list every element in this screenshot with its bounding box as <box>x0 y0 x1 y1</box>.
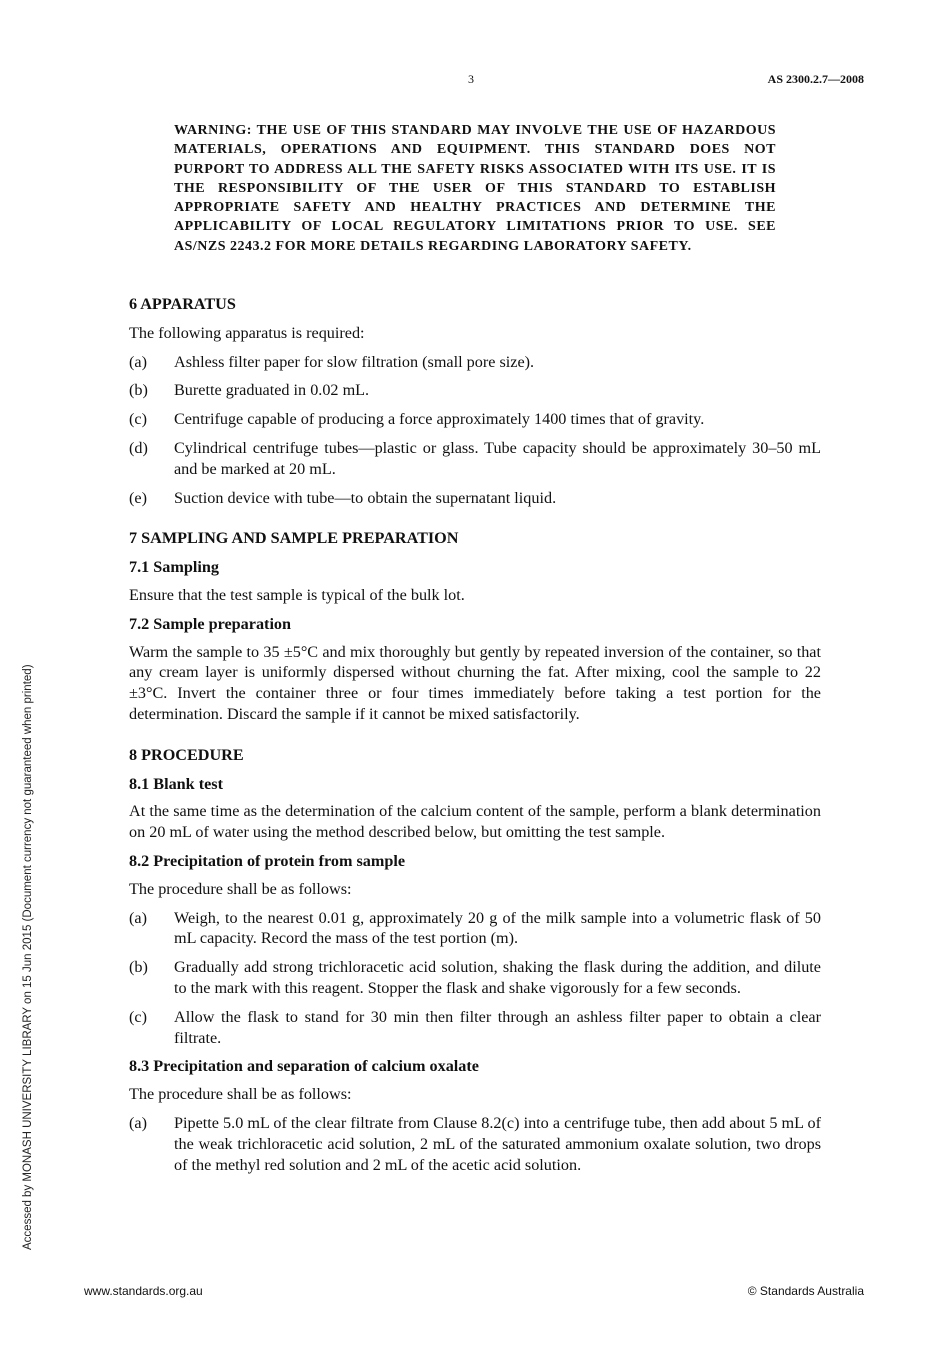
item-text: Suction device with tube—to obtain the supernatant liquid. <box>174 488 557 507</box>
document-id: AS 2300.2.7—2008 <box>767 72 864 86</box>
sampling-text: Ensure that the test sample is typical of the bulk lot. <box>129 585 465 604</box>
footer-website: www.standards.org.au <box>84 1284 203 1298</box>
section-7-1-heading: 7.1 Sampling <box>129 558 219 577</box>
list-item <box>129 957 821 999</box>
item-text: Centrifuge capable of producing a force approximately 1400 times that of gravity. <box>174 410 705 429</box>
access-watermark: Accessed by MONASH UNIVERSITY LIBRARY on 15 Jun 2015 (Document currency not guaranteed when printed) <box>22 664 34 1250</box>
item-label: (b) <box>129 381 148 400</box>
item-label: (a) <box>129 1113 147 1132</box>
list-item <box>129 488 821 509</box>
protein-precipitation-steps <box>129 908 821 1049</box>
oxalate-separation-intro: The procedure shall be as follows: <box>129 1085 352 1104</box>
item-text: Allow the flask to stand for 30 min then filter through an ashless filter paper to obtain a clear filtrate. <box>174 1007 821 1047</box>
list-item <box>129 1113 821 1175</box>
item-text: Cylindrical centrifuge tubes—plastic or glass. Tube capacity should be approximately 30–50 mL and be marked at 20 mL. <box>174 438 821 478</box>
section-8-2-heading: 8.2 Precipitation of protein from sample <box>129 851 406 870</box>
item-label: (b) <box>129 958 148 977</box>
safety-warning: WARNING: THE USE OF THIS STANDARD MAY INVOLVE THE USE OF HAZARDOUS MATERIALS, OPERATIONS AND EQUIPMENT. THIS STANDARD DOES NOT PURPORT TO ADDRESS ALL THE SAFETY RISKS ASSOCIATED WITH ITS USE. IT IS THE RESPONSIBILITY OF THE USER OF THIS STANDARD TO ESTABLISH APPROPRIATE SAFETY AND HEALTHY PRACTICES AND DETERMINE THE APPLICABILITY OF LOCAL REGULATORY LIMITATIONS PRIOR TO USE. SEE AS/NZS 2243.2 FOR MORE DETAILS REGARDING LABORATORY SAFETY. <box>174 123 776 254</box>
item-text: Gradually add strong trichloracetic acid solution, shaking the flask during the addition, and dilute to the mark with this reagent. Stopper the flask and shake vigorously for a few seconds. <box>174 958 821 997</box>
section-7-heading: 7 SAMPLING AND SAMPLE PREPARATION <box>129 529 459 548</box>
item-text: Ashless filter paper for slow filtration (small pore size). <box>174 352 535 371</box>
item-label: (c) <box>129 410 147 429</box>
item-text: Burette graduated in 0.02 mL. <box>174 381 370 400</box>
footer-copyright: © Standards Australia <box>747 1284 864 1298</box>
item-label: (d) <box>129 438 148 457</box>
section-8-heading: 8 PROCEDURE <box>129 745 244 764</box>
item-text: Pipette 5.0 mL of the clear filtrate from Clause 8.2(c) into a centrifuge tube, then add about 5 mL of the weak trichloracetic acid solution, 2 mL of the saturated ammonium oxalate solution, two drops of the methyl red solution and 2 mL of the acetic acid solution. <box>174 1113 821 1174</box>
section-8-1-heading: 8.1 Blank test <box>129 774 223 793</box>
apparatus-list <box>129 352 821 509</box>
page-number: 3 <box>468 72 474 86</box>
list-item <box>129 352 821 373</box>
item-label: (c) <box>129 1007 147 1026</box>
item-label: (a) <box>129 352 147 371</box>
blank-test-text: At the same time as the determination of the calcium content of the sample, perform a blank determination on 20 mL of water using the method described below, but omitting the test sample. <box>129 802 821 842</box>
section-8-3-heading: 8.3 Precipitation and separation of calcium oxalate <box>129 1057 479 1076</box>
oxalate-separation-steps <box>129 1113 821 1175</box>
protein-precipitation-intro: The procedure shall be as follows: <box>129 879 352 898</box>
apparatus-intro: The following apparatus is required: <box>129 323 365 342</box>
section-7-2-heading: 7.2 Sample preparation <box>129 614 292 633</box>
item-label: (a) <box>129 908 147 927</box>
section-6-heading: 6 APPARATUS <box>129 295 236 313</box>
list-item <box>129 409 821 430</box>
sample-preparation-text: Warm the sample to 35 ±5°C and mix thoroughly but gently by repeated inversion of the container, so that any cream layer is uniformly dispersed without churning the fat. After mixing, cool the sample to 22 ±3°C. Invert the container three or four times immediately before taking a test portion for the determination. Discard the sample if it cannot be mixed satisfactorily. <box>129 642 821 723</box>
item-text: Weigh, to the nearest 0.01 g, approximately 20 g of the milk sample into a volumetric flask of 50 mL capacity. Record the mass of the test portion (m). <box>174 908 821 948</box>
list-item <box>129 908 821 950</box>
list-item <box>129 1007 821 1049</box>
main-content <box>129 294 821 1183</box>
item-label: (e) <box>129 488 147 507</box>
list-item <box>129 380 821 401</box>
list-item <box>129 438 821 480</box>
